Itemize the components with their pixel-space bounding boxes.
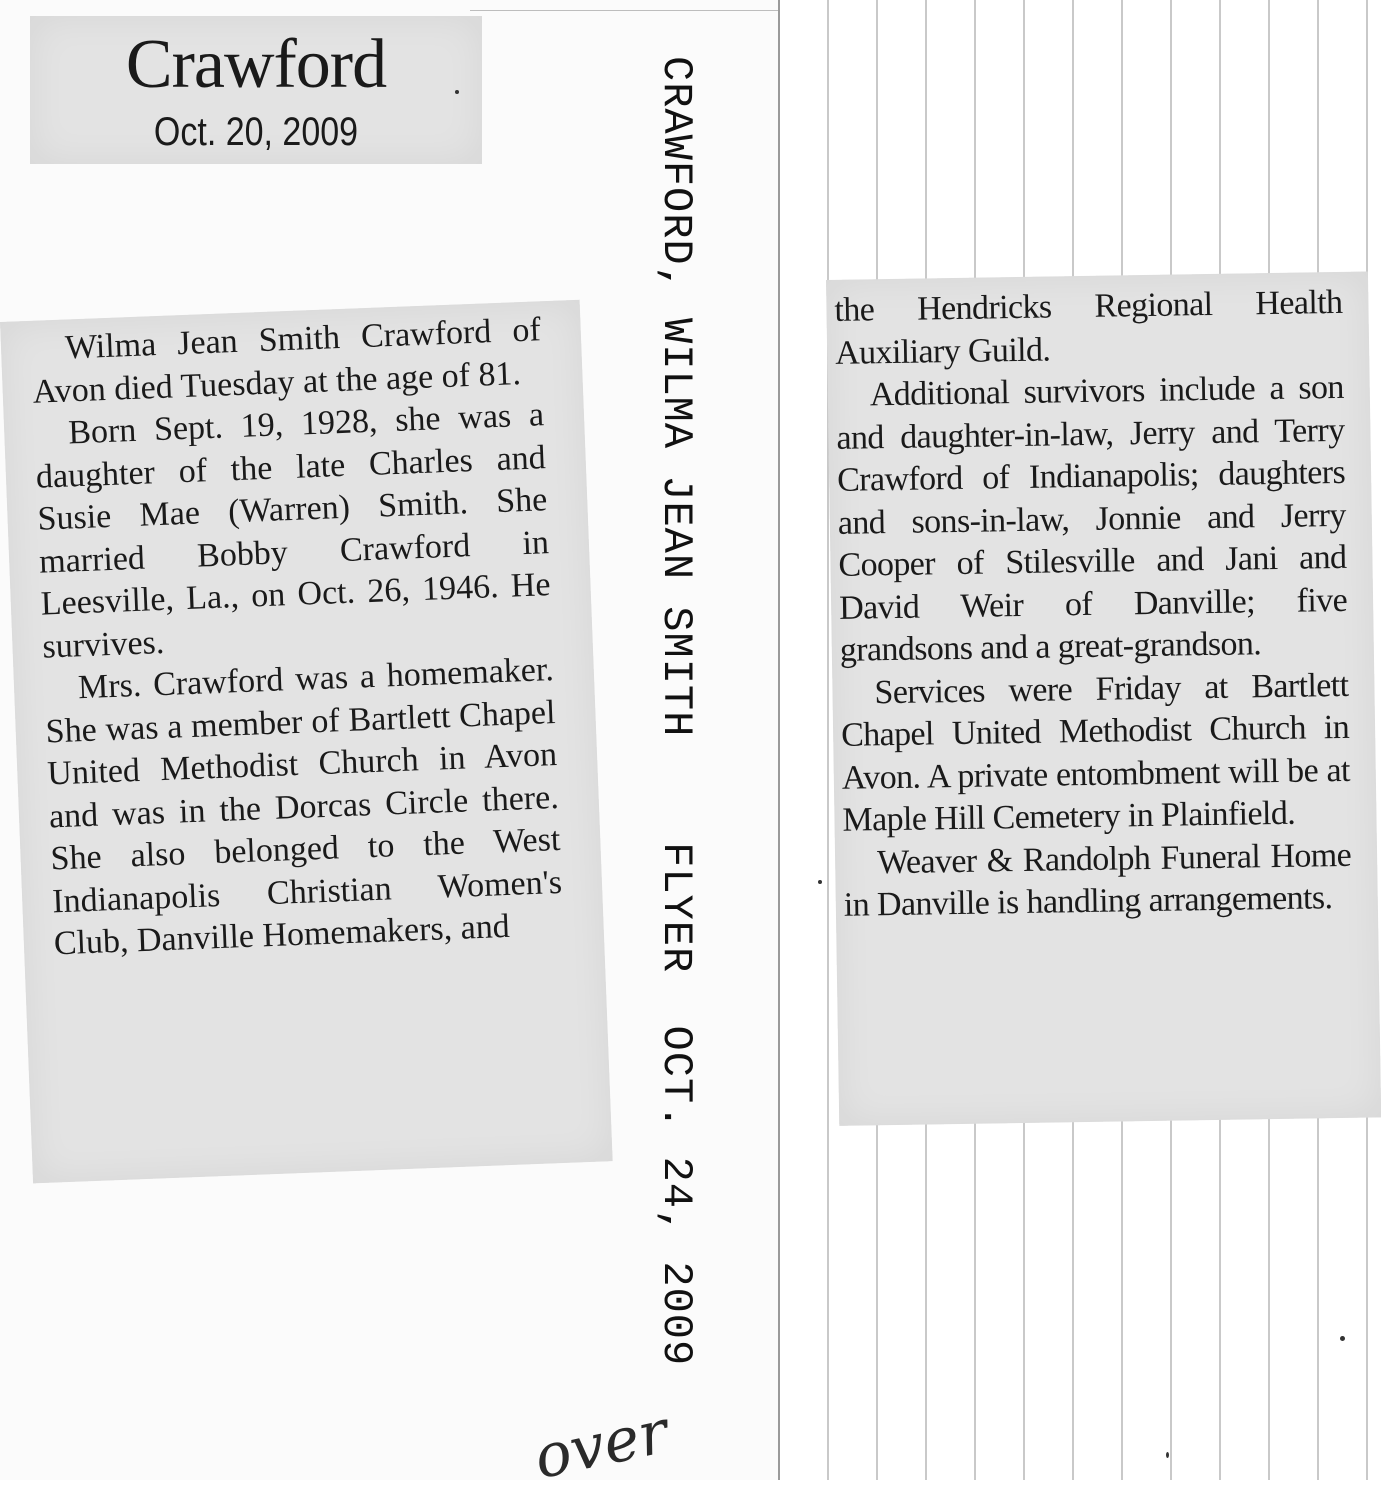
- paper-speck: [818, 880, 822, 884]
- handwritten-note: over: [528, 1396, 675, 1493]
- body-paragraph: Wilma Jean Smith Crawford of Avon died Tuesday at the age of 81.: [31, 311, 542, 411]
- paper-speck: [1166, 1452, 1169, 1458]
- continuation-paragraph: Weaver & Randolph Funeral Home in Danville is handling arrangements.: [843, 836, 1352, 924]
- obituary-continuation-clipping: [826, 271, 1381, 1125]
- obituary-name-heading: Crawford: [125, 26, 387, 103]
- paper-speck: [1340, 1336, 1345, 1341]
- continuation-paragraph: Additional survivors include a son and daughter-in-law, Jerry and Terry Crawford of Indianapolis; daughters and sons-in-law, Jonnie and Jerry Cooper of Stilesville and Jani and David Weir of Danville; five grandsons and a great-grandson.: [836, 368, 1348, 669]
- obituary-body-clipping: [0, 300, 613, 1184]
- obituary-date: Oct. 20, 2009: [153, 110, 359, 154]
- header-clipping: [30, 16, 482, 164]
- continuation-paragraph: Services were Friday at Bartlett Chapel United Methodist Church in Avon. A private entombment will be at Maple Hill Cemetery in Plainfield.: [840, 666, 1351, 839]
- paper-speck: [455, 90, 459, 94]
- body-paragraph: Born Sept. 19, 1928, she was a daughter of the late Charles and Susie Mae (Warren) Smith. She married Bobby Crawford in Leesville, La., on Oct. 26, 1946. He survives.: [35, 396, 552, 666]
- body-paragraph: Mrs. Crawford was a homemaker. She was a member of Bartlett Chapel United Methodist Church in Avon and was in the Dorcas Circle there. She also belonged to the West Indianapolis Christian Women's Club, Danville Homemakers, and: [45, 651, 563, 963]
- card-edge: [470, 0, 778, 11]
- continuation-paragraph: the Hendricks Regional Health Auxiliary Guild.: [834, 283, 1343, 372]
- typed-caption: CRAWFORD, WILMA JEAN SMITH FLYER OCT. 24, 2009: [652, 56, 700, 1367]
